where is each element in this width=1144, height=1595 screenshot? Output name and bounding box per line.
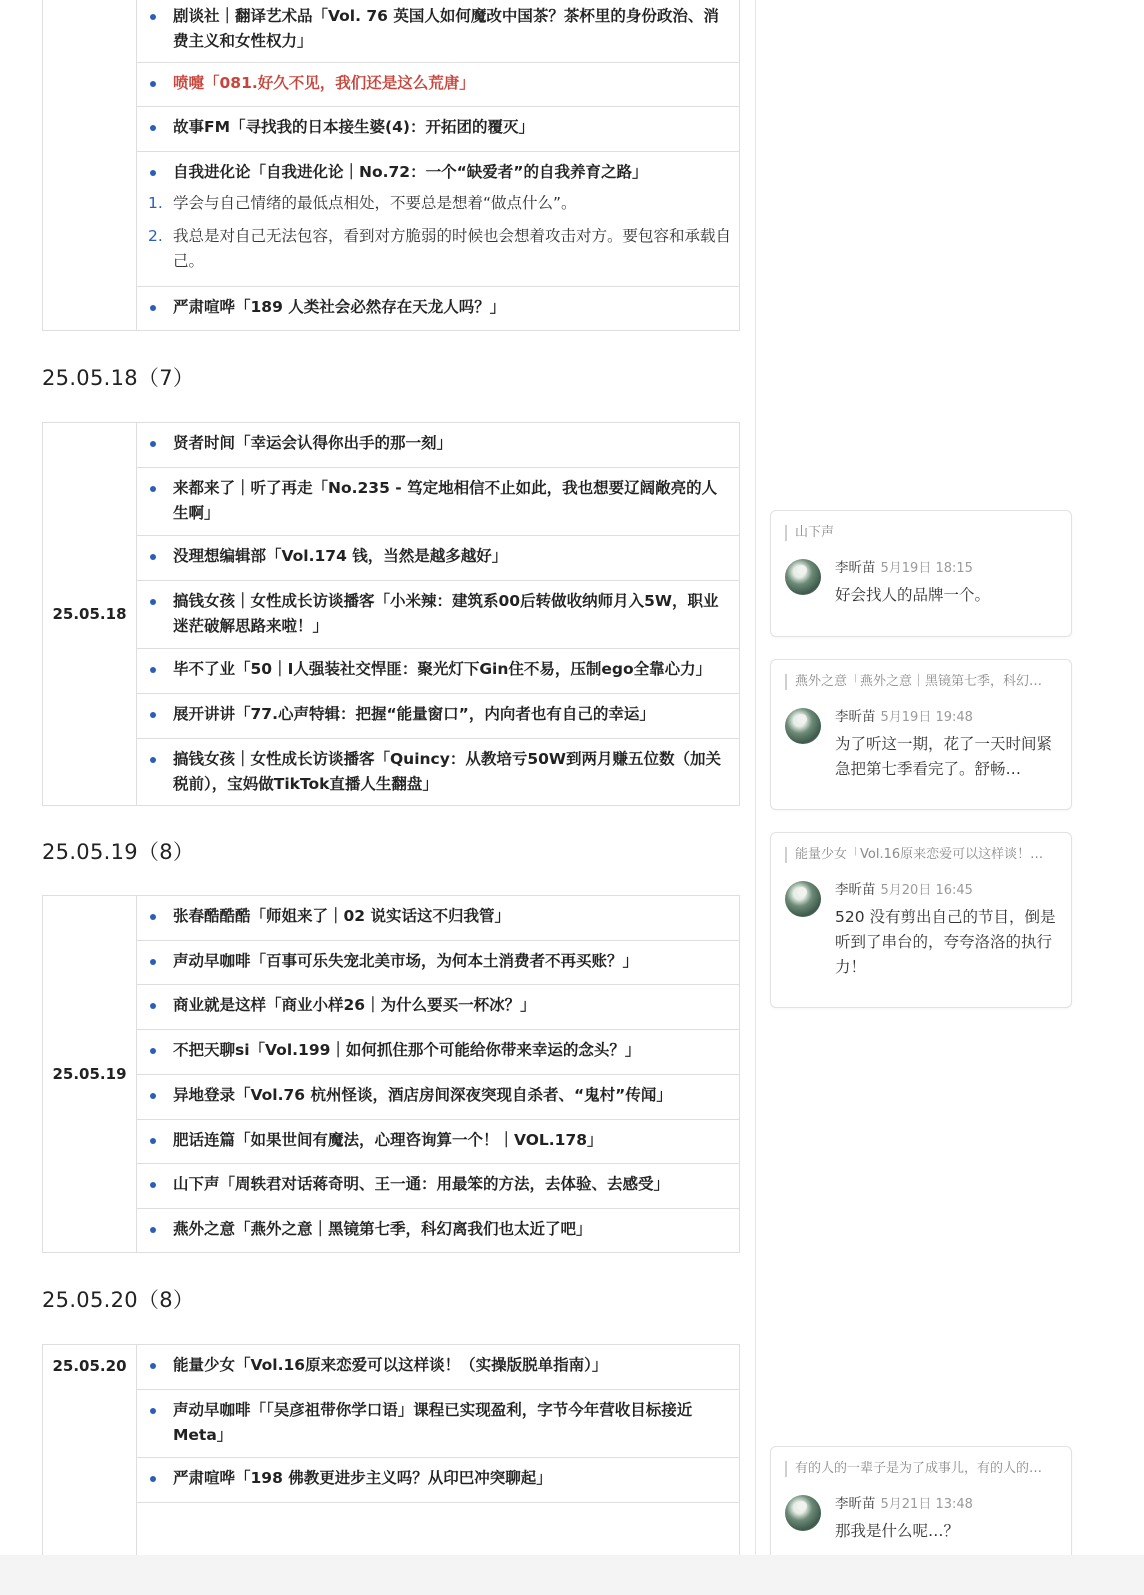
bullet-icon (150, 1048, 156, 1054)
day-table (42, 1344, 740, 1555)
comment-body: 那我是什么呢…？ (835, 1522, 960, 1540)
note-text: 我总是对自己无法包容，看到对方脆弱的时候也会想着攻击对方。要包容和承载自己。 (173, 227, 732, 270)
episode-title: 能量少女「Vol.16原来恋爱可以这样谈！（实操版脱单指南）」 (173, 1356, 608, 1374)
table-row[interactable] (137, 107, 739, 152)
episode-title: 严肃喧哗「189 人类社会必然存在天龙人吗？」 (173, 298, 506, 316)
author-name: 李昕苗 (835, 1496, 876, 1512)
comment-quote[interactable]: 能量少女「Vol.16原来恋爱可以这样谈！… (785, 847, 1057, 863)
comment-author (835, 708, 973, 727)
bullet-icon (150, 667, 156, 673)
comment-card[interactable] (770, 832, 1072, 1008)
table-row[interactable] (137, 287, 739, 332)
episode-title: 燕外之意「燕外之意｜黑镜第七季，科幻离我们也太近了吧」 (173, 1220, 592, 1238)
table-row[interactable] (137, 1458, 739, 1503)
episode-title: 严肃喧哗「198 佛教更进步主义吗？从印巴冲突聊起」 (173, 1469, 552, 1487)
bullet-icon (150, 599, 156, 605)
episode-title: 肥话连篇「如果世间有魔法，心理咨询算一个！｜VOL.178」 (173, 1131, 603, 1149)
table-row[interactable] (137, 1345, 739, 1390)
table-row[interactable] (137, 423, 739, 468)
table-row[interactable] (137, 694, 739, 739)
note-number: 2. (148, 227, 163, 245)
episode-title: 故事FM「寻找我的日本接生婆(4)：开拓团的覆灭」 (173, 118, 534, 136)
table-row[interactable] (137, 941, 739, 985)
section-heading: 25.05.20（8） (42, 1288, 195, 1312)
bullet-icon (150, 305, 156, 311)
table-row[interactable] (137, 896, 739, 941)
comment-quote[interactable]: 山下声 (785, 525, 1057, 541)
comment-body: 好会找人的品牌一个。 (835, 586, 991, 604)
bullet-icon (150, 1182, 156, 1188)
bullet-icon (150, 1227, 156, 1233)
author-name: 李昕苗 (835, 882, 876, 898)
table-row[interactable] (137, 1390, 739, 1458)
episode-title: 自我进化论「自我进化论｜No.72：一个“缺爱者”的自我养育之路」 (173, 163, 648, 181)
comment-quote[interactable]: 燕外之意「燕外之意｜黑镜第七季，科幻… (785, 674, 1057, 690)
bullet-icon (150, 914, 156, 920)
bullet-icon (150, 1476, 156, 1482)
table-row[interactable] (137, 1209, 739, 1252)
table-row[interactable] (137, 536, 739, 581)
episode-title: 张春酷酷酷「师姐来了｜02 说实话这不归我管」 (173, 907, 510, 925)
day-table (42, 895, 740, 1253)
avatar[interactable] (785, 881, 821, 917)
column-divider (755, 0, 756, 1555)
section-heading: 25.05.19（8） (42, 840, 195, 864)
episode-title: 声动早咖啡「百事可乐失宠北美市场，为何本土消费者不再买账？」 (173, 952, 639, 970)
episode-title: 异地登录「Vol.76 杭州怪谈，酒店房间深夜突现自杀者、“鬼村”传闻」 (173, 1086, 672, 1104)
avatar[interactable] (785, 708, 821, 744)
comment-time: 5月21日 13:48 (880, 1497, 973, 1512)
comment-time: 5月19日 19:48 (880, 710, 973, 725)
bullet-icon (150, 1138, 156, 1144)
episode-title: 毕不了业「50｜I人强装社交悍匪：聚光灯下Gin住不易，压制ego全靠心力」 (173, 660, 712, 678)
table-row[interactable] (137, 0, 739, 63)
bullet-icon (150, 441, 156, 447)
date-cell: 25.05.20 (43, 1345, 137, 1555)
episode-title: 贤者时间「幸运会认得你出手的那一刻」 (173, 434, 453, 452)
bullet-icon (150, 486, 156, 492)
note-item (148, 224, 732, 274)
episode-title: 展开讲讲「77.心声特辑：把握“能量窗口”，内向者也有自己的幸运」 (173, 705, 655, 723)
author-name: 李昕苗 (835, 709, 876, 725)
episode-title: 剧谈社｜翻译艺术品「Vol. 76 英国人如何魔改中国茶？茶杯里的身份政治、消费主义和女性权力」 (173, 7, 719, 50)
bullet-icon (150, 125, 156, 131)
episode-title: 山下声「周轶君对话蒋奇明、王一通：用最笨的方法，去体验、去感受」 (173, 1175, 670, 1193)
table-row[interactable] (137, 739, 739, 805)
bullet-icon (150, 81, 156, 87)
bullet-icon (150, 757, 156, 763)
table-row[interactable] (137, 649, 739, 694)
table-row[interactable] (137, 1120, 739, 1164)
table-row[interactable] (137, 1030, 739, 1075)
date-cell (43, 0, 137, 330)
comment-author (835, 1495, 973, 1514)
bullet-icon (150, 1363, 156, 1369)
comment-card[interactable] (770, 1446, 1072, 1555)
bullet-icon (150, 170, 156, 176)
episode-title: 不把天聊si「Vol.199｜如何抓住那个可能给你带来幸运的念头？」 (173, 1041, 641, 1059)
table-row[interactable] (137, 985, 739, 1030)
bullet-icon (150, 554, 156, 560)
bullet-icon (150, 1408, 156, 1414)
comment-body: 为了听这一期，花了一天时间紧急把第七季看完了。舒畅… (835, 735, 1053, 778)
note-number: 1. (148, 194, 163, 212)
bullet-icon (150, 959, 156, 965)
day-table (42, 422, 740, 806)
table-row[interactable] (137, 152, 739, 287)
table-row[interactable] (137, 1075, 739, 1120)
bullet-icon (150, 1003, 156, 1009)
episode-title: 喷嚏「081.好久不见，我们还是这么荒唐」 (173, 74, 475, 92)
comment-body: 520 没有剪出自己的节目，倒是听到了串台的，夸夸洛洛的执行力！ (835, 908, 1056, 976)
episode-title: 搞钱女孩｜女性成长访谈播客「小米辣：建筑系00后转做收纳师月入5W，职业迷茫破解思路来啦！」 (173, 592, 719, 635)
table-row[interactable] (137, 581, 739, 649)
date-cell: 25.05.18 (43, 423, 137, 805)
comment-time: 5月19日 18:15 (880, 561, 973, 576)
bullet-icon (150, 14, 156, 20)
episode-title: 来都来了｜听了再走「No.235 - 笃定地相信不止如此，我也想要辽阔敞亮的人生啊」 (173, 479, 718, 522)
episode-title: 声动早咖啡「「吴彦祖带你学口语」课程已实现盈利，字节今年营收目标接近Meta」 (173, 1401, 693, 1444)
note-item (148, 191, 731, 216)
date-cell: 25.05.19 (43, 896, 137, 1252)
comment-author (835, 559, 973, 578)
episode-title: 商业就是这样「商业小样26｜为什么要买一杯冰？」 (173, 996, 536, 1014)
comment-quote[interactable]: 有的人的一辈子是为了成事儿，有的人的… (785, 1461, 1057, 1477)
table-row[interactable] (137, 1503, 739, 1555)
table-row[interactable] (137, 1164, 739, 1209)
bullet-icon (150, 712, 156, 718)
footer-strip (0, 1555, 1144, 1595)
avatar[interactable] (785, 559, 821, 595)
note-text: 学会与自己情绪的最低点相处，不要总是想着“做点什么”。 (173, 194, 577, 212)
avatar[interactable] (785, 1495, 821, 1531)
comment-card[interactable] (770, 659, 1072, 810)
comment-time: 5月20日 16:45 (880, 883, 973, 898)
table-continued (42, 0, 740, 331)
episode-title: 没理想编辑部「Vol.174 钱，当然是越多越好」 (173, 547, 508, 565)
comment-author (835, 881, 973, 900)
bullet-icon (150, 1093, 156, 1099)
author-name: 李昕苗 (835, 560, 876, 576)
comment-card[interactable] (770, 510, 1072, 637)
table-row[interactable] (137, 468, 739, 536)
episode-title: 搞钱女孩｜女性成长访谈播客「Quincy：从教培亏50W到两月赚五位数（加关税前），宝妈做TikTok直播人生翻盘」 (173, 750, 722, 793)
table-row[interactable] (137, 63, 739, 107)
section-heading: 25.05.18（7） (42, 366, 195, 390)
